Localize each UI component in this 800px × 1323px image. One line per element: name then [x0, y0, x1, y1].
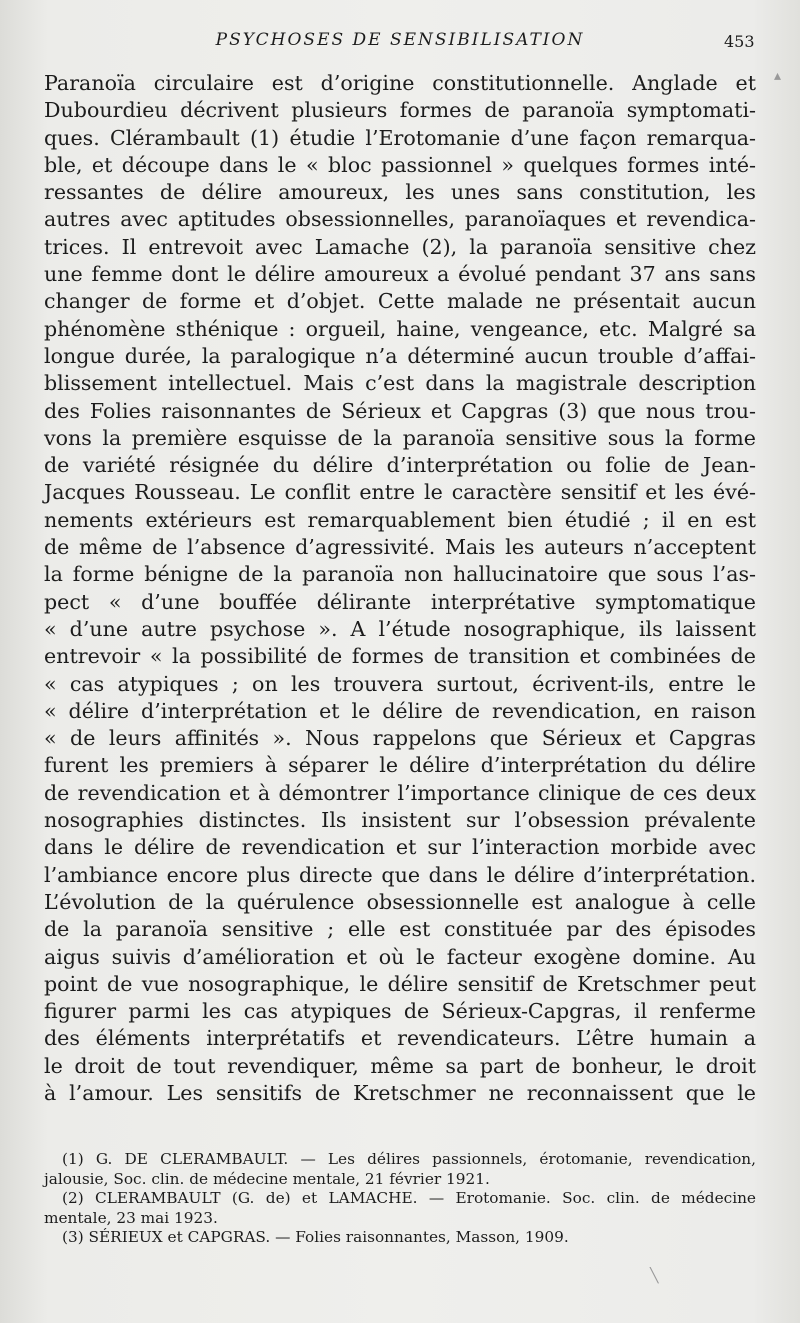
text-line: à l’amour. Les sensitifs de Kretschmer ne reconnaissent que le: [44, 1080, 756, 1105]
text-line: la forme bénigne de la paranoïa non hallucinatoire que sous l’as-: [44, 562, 756, 587]
page-number: 453: [724, 32, 755, 51]
text-line: « de leurs affinités ». Nous rappelons que Sérieux et Capgras: [44, 726, 756, 751]
text-line: entrevoir « la possibilité de formes de transition et combinées de: [44, 644, 756, 669]
text-line: longue durée, la paralogique n’a déterminé aucun trouble d’affai-: [44, 343, 756, 368]
text-line: « cas atypiques ; on les trouvera surtout, écrivent-ils, entre le: [44, 671, 756, 696]
scan-mark: ▴: [774, 68, 782, 84]
footnote-2-continued: mentale, 23 mai 1923.: [44, 1208, 218, 1227]
text-line: Jacques Rousseau. Le conflit entre le caractère sensitif et les évé-: [44, 480, 756, 505]
text-line: Paranoïa circulaire est d’origine constitutionnelle. Anglade et: [44, 71, 756, 95]
text-line: furent les premiers à séparer le délire d’interprétation du délire: [44, 753, 756, 778]
footnote-3: (3) SÉRIEUX et CAPGRAS. — Folies raisonnantes, Masson, 1909.: [62, 1228, 569, 1246]
text-line: « d’une autre psychose ». A l’étude nosographique, ils laissent: [44, 616, 756, 641]
text-line: des Folies raisonnantes de Sérieux et Capgras (3) que nous trou-: [44, 398, 756, 423]
text-line: pect « d’une bouffée délirante interprétative symptomatique: [44, 589, 756, 614]
text-line: L’évolution de la quérulence obsessionnelle est analogue à celle: [44, 889, 756, 914]
running-header: PSYCHOSES DE SENSIBILISATION: [215, 30, 585, 50]
scan-mark: ╲: [650, 1268, 659, 1284]
text-line: phénomène sthénique : orgueil, haine, vengeance, etc. Malgré sa: [44, 316, 756, 341]
text-line: l’ambiance encore plus directe que dans le délire d’interprétation.: [44, 862, 756, 887]
footnote-1-continued: jalousie, Soc. clin. de médecine mentale, 21 février 1921.: [44, 1169, 490, 1188]
text-line: aigus suivis d’amélioration et où le facteur exogène domine. Au: [44, 944, 756, 969]
text-line: « délire d’interprétation et le délire de revendication, en raison: [44, 698, 756, 723]
text-line: autres avec aptitudes obsessionnelles, paranoïaques et revendica-: [44, 207, 756, 232]
text-line: de même de l’absence d’agressivité. Mais les auteurs n’acceptent: [44, 535, 756, 560]
text-line: nements extérieurs est remarquablement bien étudié ; il en est: [44, 507, 756, 532]
text-line: ble, et découpe dans le « bloc passionnel » quelques formes inté-: [44, 152, 756, 177]
text-line: figurer parmi les cas atypiques de Sérieux-Capgras, il renferme: [44, 999, 756, 1024]
text-line: trices. Il entrevoit avec Lamache (2), la paranoïa sensitive chez: [44, 234, 756, 259]
text-line: des éléments interprétatifs et revendicateurs. L’être humain a: [44, 1026, 756, 1051]
footnote-2: (2) CLERAMBAULT (G. de) et LAMACHE. — Erotomanie. Soc. clin. de médecine: [62, 1189, 756, 1207]
text-line: dans le délire de revendication et sur l’interaction morbide avec: [44, 835, 756, 860]
text-line: une femme dont le délire amoureux a évolué pendant 37 ans sans: [44, 262, 756, 287]
footnote-1: (1) G. DE CLERAMBAULT. — Les délires passionnels, érotomanie, revendication,: [62, 1150, 756, 1168]
footnotes: [44, 1150, 756, 1248]
text-line: de la paranoïa sensitive ; elle est constituée par des épisodes: [44, 917, 756, 942]
text-line: point de vue nosographique, le délire sensitif de Kretschmer peut: [44, 971, 756, 996]
text-line: ressantes de délire amoureux, les unes sans constitution, les: [44, 180, 756, 205]
text-line: blissement intellectuel. Mais c’est dans la magistrale description: [44, 371, 756, 396]
text-line: vons la première esquisse de la paranoïa sensitive sous la forme: [44, 425, 756, 450]
body-text: [44, 70, 756, 1107]
text-line: de variété résignée du délire d’interprétation ou folie de Jean-: [44, 453, 756, 478]
text-line: nosographies distinctes. Ils insistent sur l’obsession prévalente: [44, 808, 756, 833]
text-line: de revendication et à démontrer l’importance clinique de ces deux: [44, 780, 756, 805]
text-line: Dubourdieu décrivent plusieurs formes de paranoïa symptomati-: [44, 98, 756, 123]
text-line: ques. Clérambault (1) étudie l’Erotomanie d’une façon remarqua-: [44, 125, 756, 150]
text-line: le droit de tout revendiquer, même sa part de bonheur, le droit: [44, 1053, 756, 1078]
text-line: changer de forme et d’objet. Cette malade ne présentait aucun: [44, 289, 756, 314]
